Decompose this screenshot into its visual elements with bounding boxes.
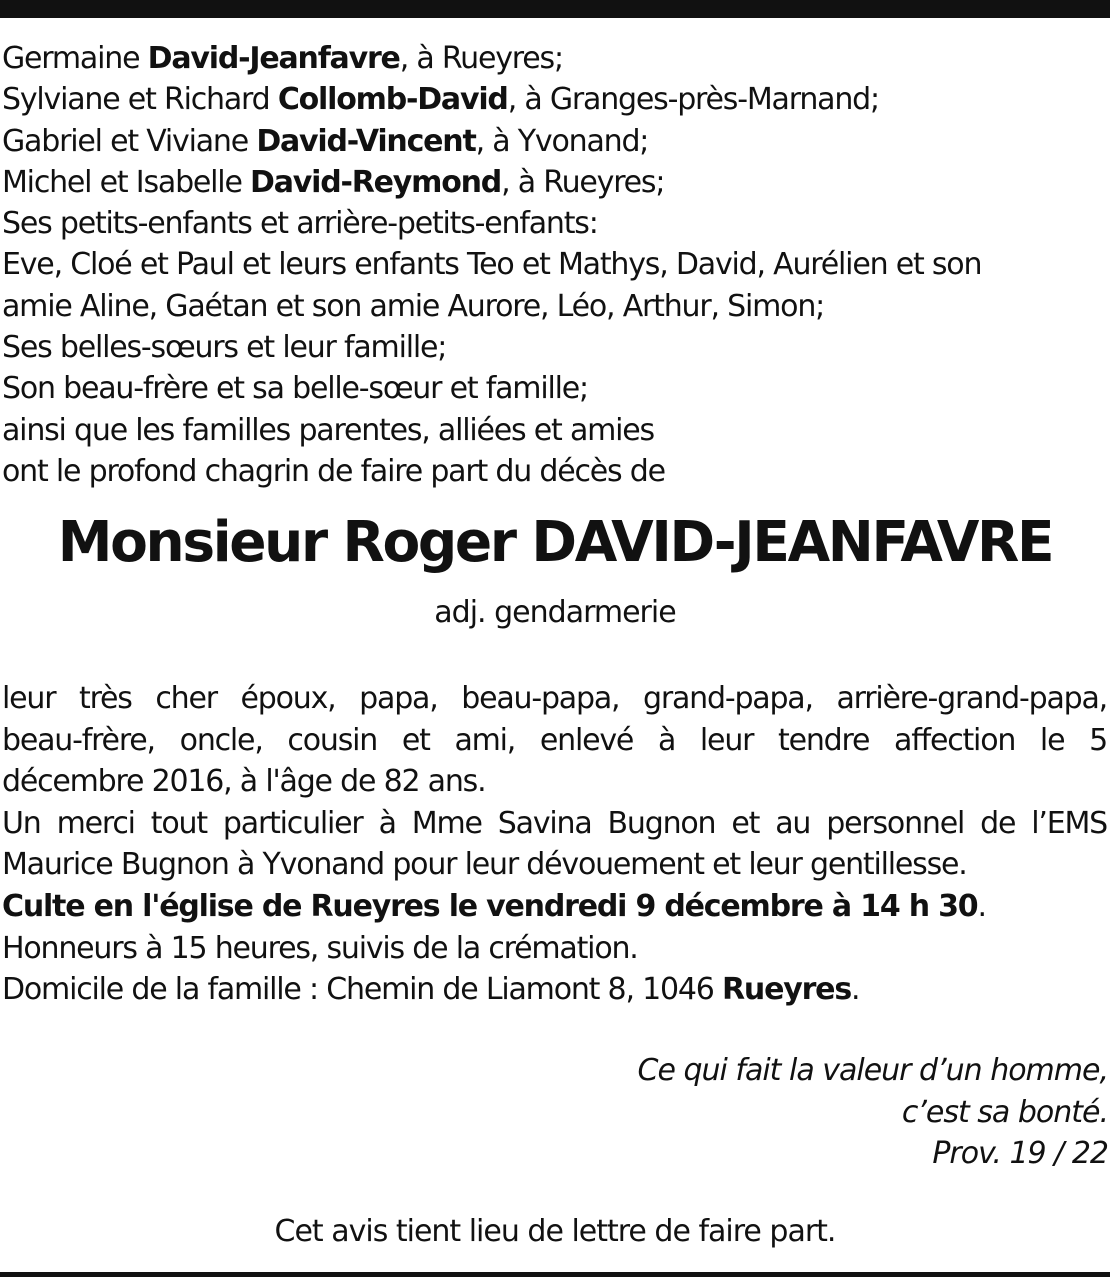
domicile-line: Domicile de la famille : Chemin de Liamont 8, 1046 Rueyres. [2, 972, 860, 1008]
body-line: Maurice Bugnon à Yvonand pour leur dévouement et leur gentillesse. [2, 847, 967, 883]
deceased-rank: adj. gendarmerie [434, 595, 676, 630]
notice-body [2, 678, 1107, 1011]
body-line: leur très cher époux, papa, beau-papa, grand-papa, arrière-grand-papa, [2, 681, 1107, 716]
proverb-quote [638, 1050, 1108, 1175]
family-list [2, 38, 1107, 492]
family-line: Germaine David-Jeanfavre, à Rueyres; [2, 41, 563, 76]
family-line: Michel et Isabelle David-Reymond, à Rueyres; [2, 164, 665, 200]
family-line: Ses petits-enfants et arrière-petits-enfants: [2, 206, 598, 242]
family-line: ainsi que les familles parentes, alliées et amies [2, 412, 654, 448]
footer-note: Cet avis tient lieu de lettre de faire part. [274, 1214, 836, 1249]
family-line: ont le profond chagrin de faire part du décès de [2, 453, 665, 489]
service-line: Culte en l'église de Rueyres le vendredi 9 décembre à 14 h 30. [2, 888, 986, 924]
deceased-name: Monsieur Roger DAVID-JEANFAVRE [57, 510, 1053, 575]
quote-line: c’est sa bonté. [901, 1094, 1108, 1130]
body-line: beau-frère, oncle, cousin et ami, enlevé à leur tendre affection le 5 [2, 722, 1107, 758]
domicile-town: Rueyres [722, 972, 851, 1008]
body-line: décembre 2016, à l'âge de 82 ans. [2, 764, 486, 800]
honours-line: Honneurs à 15 heures, suivis de la crémation. [2, 930, 638, 966]
family-line: Ses belles-sœurs et leur famille; [2, 330, 447, 366]
service-details: Culte en l'église de Rueyres le vendredi 9 décembre à 14 h 30 [2, 888, 978, 924]
top-rule [0, 0, 1110, 18]
quote-source: Prov. 19 / 22 [932, 1136, 1108, 1171]
family-line: Eve, Cloé et Paul et leurs enfants Teo et Mathys, David, Aurélien et son [2, 247, 982, 283]
family-line: Sylviane et Richard Collomb-David, à Granges-près-Marnand; [2, 82, 879, 118]
quote-line: Ce qui fait la valeur d’un homme, [637, 1053, 1108, 1088]
family-line: Gabriel et Viviane David-Vincent, à Yvonand; [2, 123, 649, 159]
family-line: Son beau-frère et sa belle-sœur et famille; [2, 371, 588, 407]
bottom-rule [0, 1272, 1110, 1277]
family-line: amie Aline, Gaétan et son amie Aurore, Léo, Arthur, Simon; [2, 288, 825, 324]
body-line: Un merci tout particulier à Mme Savina Bugnon et au personnel de l’EMS [2, 805, 1107, 841]
